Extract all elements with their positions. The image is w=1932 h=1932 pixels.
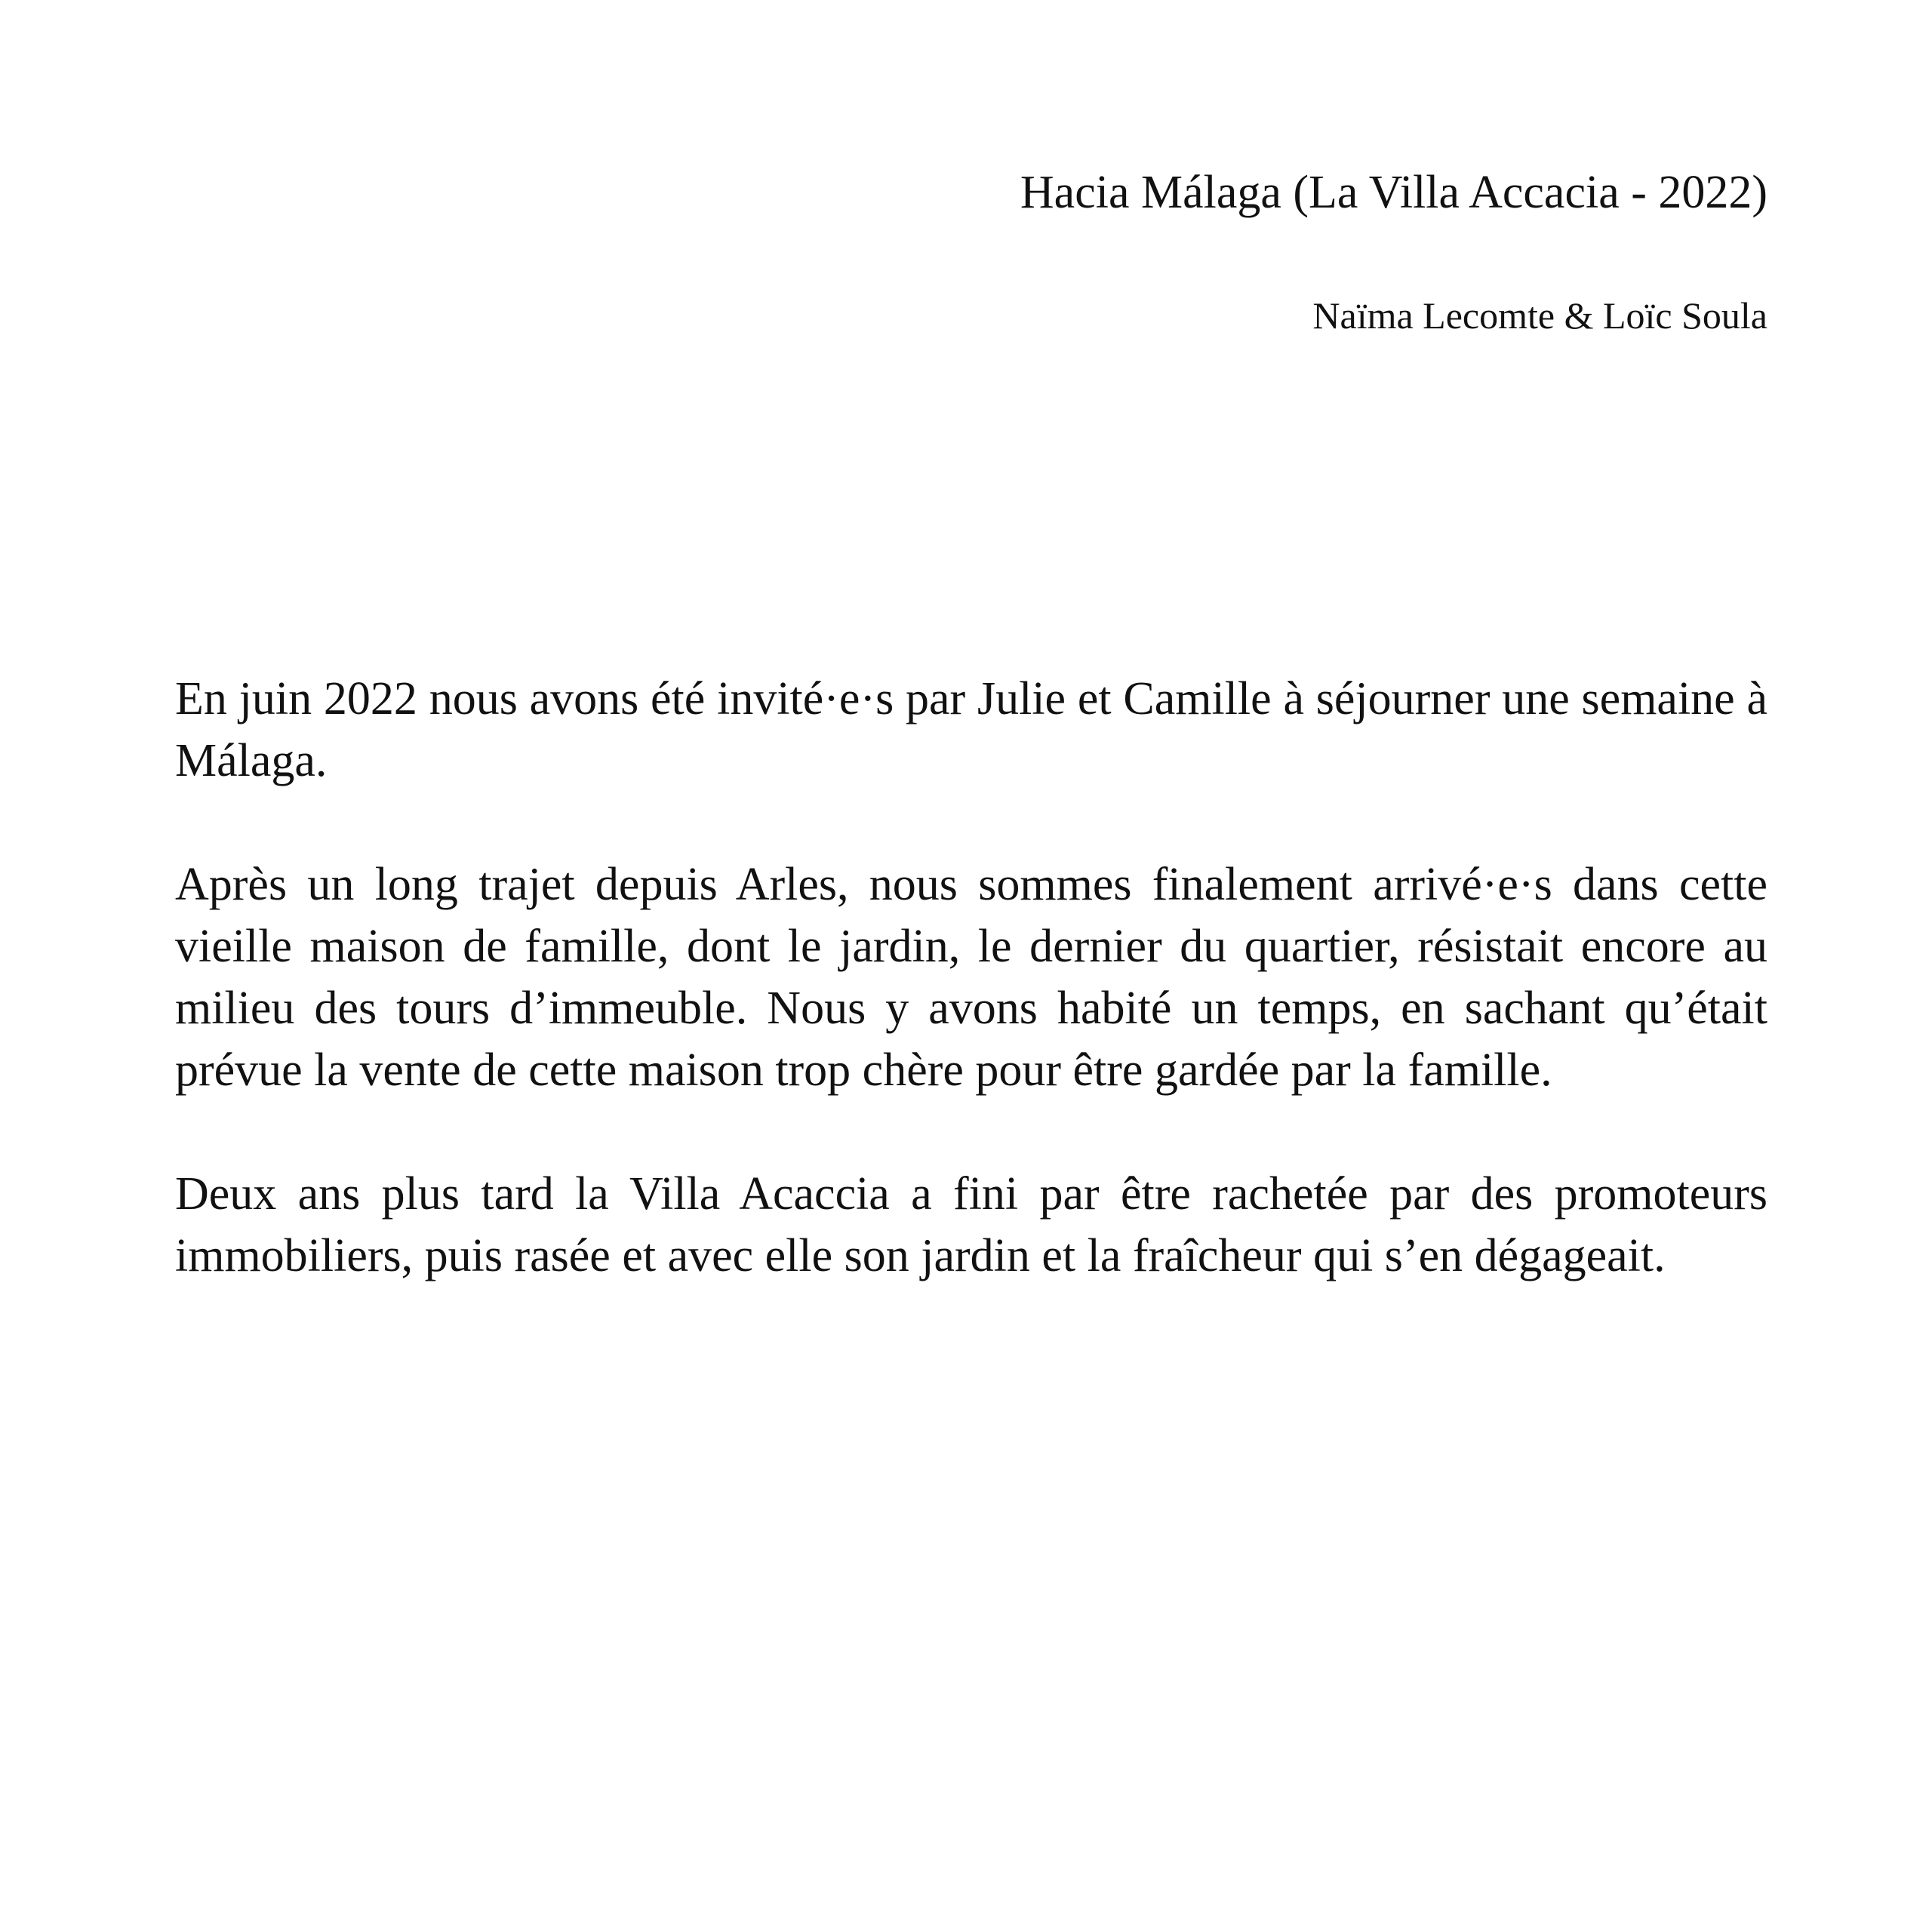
document-title: Hacia Málaga (La Villa Accacia - 2022) (1020, 167, 1767, 218)
document-authors: Naïma Lecomte & Loïc Soula (1312, 294, 1767, 337)
paragraph-3: Deux ans plus tard la Villa Acaccia a fini par être rachetée par des promoteurs immobiliers, puis rasée et avec elle son jardin et la fraîcheur qui s’en dégageait. (175, 1168, 1767, 1281)
paragraph-1: En juin 2022 nous avons été invité·e·s par Julie et Camille à séjourner une semaine à Málaga. (175, 673, 1767, 786)
paragraph-2: Après un long trajet depuis Arles, nous sommes finalement arrivé·e·s dans cette vieille maison de famille, dont le jardin, le dernier du quartier, résistait encore au milieu des tours d’immeuble. Nous y avons habité un temps, en sachant qu’était prévue la vente de cette maison trop chère pour être gardée par la famille. (175, 859, 1767, 1096)
document-body (175, 668, 1767, 1349)
